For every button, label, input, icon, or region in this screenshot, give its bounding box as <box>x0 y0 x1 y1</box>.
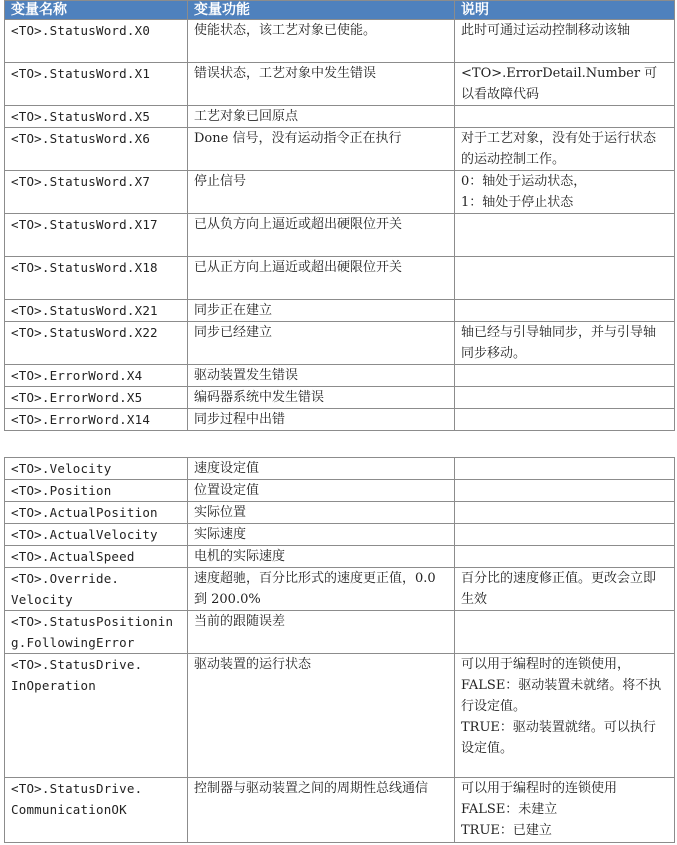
variable-function-cell: 驱动装置发生错误 <box>188 365 455 387</box>
description-cell <box>455 502 675 524</box>
variable-name-cell: <TO>.StatusWord.X21 <box>5 300 188 322</box>
variable-name-cell: <TO>.ActualVelocity <box>5 524 188 546</box>
table-row <box>5 611 675 654</box>
table-row <box>5 365 675 387</box>
variable-name-cell: <TO>.Override. Velocity <box>5 568 188 611</box>
variable-function-cell: 工艺对象已回原点 <box>188 106 455 128</box>
variable-function-cell: Done 信号，没有运动指令正在执行 <box>188 128 455 171</box>
variable-function-cell: 位置设定值 <box>188 480 455 502</box>
variable-name-cell: <TO>.StatusPositioning.FollowingError <box>5 611 188 654</box>
variable-function-cell: 驱动装置的运行状态 <box>188 654 455 778</box>
description-cell: 此时可通过运动控制移动该轴 <box>455 20 675 63</box>
variable-function-cell: 已从负方向上逼近或超出硬限位开关 <box>188 214 455 257</box>
variable-function-cell: 速度超驰，百分比形式的速度更正值，0.0 到 200.0% <box>188 568 455 611</box>
variable-name-cell: <TO>.ErrorWord.X14 <box>5 409 188 431</box>
description-cell: 可以用于编程时的连锁使用 FALSE：未建立 TRUE：已建立 <box>455 778 675 843</box>
variable-name-cell: <TO>.StatusWord.X0 <box>5 20 188 63</box>
description-cell <box>455 387 675 409</box>
header-variable-function: 变量功能 <box>188 1 455 20</box>
status-word-table <box>4 0 675 431</box>
description-cell: 对于工艺对象，没有处于运行状态的运动控制工作。 <box>455 128 675 171</box>
description-cell <box>455 257 675 300</box>
variable-name-cell: <TO>.Position <box>5 480 188 502</box>
variable-function-cell: 编码器系统中发生错误 <box>188 387 455 409</box>
table-row <box>5 480 675 502</box>
variable-function-cell: 速度设定值 <box>188 458 455 480</box>
table-row <box>5 654 675 778</box>
table-row <box>5 546 675 568</box>
description-cell <box>455 214 675 257</box>
table-row <box>5 409 675 431</box>
description-cell <box>455 480 675 502</box>
variable-name-cell: <TO>.StatusWord.X1 <box>5 63 188 106</box>
table-body <box>5 458 675 843</box>
table-row <box>5 387 675 409</box>
table-row <box>5 502 675 524</box>
description-cell <box>455 409 675 431</box>
variable-function-cell: 实际速度 <box>188 524 455 546</box>
table-header-row <box>5 1 675 20</box>
table-body <box>5 20 675 431</box>
variable-function-cell: 同步已经建立 <box>188 322 455 365</box>
description-cell <box>455 106 675 128</box>
table-row <box>5 524 675 546</box>
table-row <box>5 300 675 322</box>
variable-function-cell: 同步正在建立 <box>188 300 455 322</box>
description-cell: 百分比的速度修正值。更改会立即生效 <box>455 568 675 611</box>
motion-values-table <box>4 457 675 843</box>
description-cell: <TO>.ErrorDetail.Number 可以看故障代码 <box>455 63 675 106</box>
table-row <box>5 568 675 611</box>
variable-name-cell: <TO>.StatusWord.X5 <box>5 106 188 128</box>
variable-name-cell: <TO>.StatusWord.X17 <box>5 214 188 257</box>
description-cell <box>455 365 675 387</box>
variable-name-cell: <TO>.Velocity <box>5 458 188 480</box>
table-row <box>5 257 675 300</box>
description-cell: 0：轴处于运动状态， 1：轴处于停止状态 <box>455 171 675 214</box>
description-cell <box>455 458 675 480</box>
description-cell: 轴已经与引导轴同步，并与引导轴同步移动。 <box>455 322 675 365</box>
table-row <box>5 322 675 365</box>
table-row <box>5 20 675 63</box>
variable-name-cell: <TO>.ErrorWord.X4 <box>5 365 188 387</box>
variable-name-cell: <TO>.StatusWord.X6 <box>5 128 188 171</box>
variable-name-cell: <TO>.StatusDrive. CommunicationOK <box>5 778 188 843</box>
table-row <box>5 458 675 480</box>
variable-name-cell: <TO>.StatusWord.X18 <box>5 257 188 300</box>
table-row <box>5 106 675 128</box>
table-row <box>5 214 675 257</box>
description-cell: 可以用于编程时的连锁使用， FALSE：驱动装置未就绪。将不执行设定值。 TRUE：驱动装置就绪。可以执行设定值。 <box>455 654 675 778</box>
variable-name-cell: <TO>.StatusDrive. InOperation <box>5 654 188 778</box>
variable-name-cell: <TO>.StatusWord.X7 <box>5 171 188 214</box>
variable-function-cell: 电机的实际速度 <box>188 546 455 568</box>
description-cell <box>455 300 675 322</box>
variable-function-cell: 控制器与驱动装置之间的周期性总线通信 <box>188 778 455 843</box>
variable-name-cell: <TO>.ActualSpeed <box>5 546 188 568</box>
header-description: 说明 <box>455 1 675 20</box>
table-row <box>5 63 675 106</box>
variable-function-cell: 当前的跟随误差 <box>188 611 455 654</box>
description-cell <box>455 546 675 568</box>
description-cell <box>455 611 675 654</box>
table-row <box>5 778 675 843</box>
header-variable-name: 变量名称 <box>5 1 188 20</box>
variable-function-cell: 已从正方向上逼近或超出硬限位开关 <box>188 257 455 300</box>
variable-name-cell: <TO>.StatusWord.X22 <box>5 322 188 365</box>
variable-function-cell: 同步过程中出错 <box>188 409 455 431</box>
table-row <box>5 171 675 214</box>
variable-name-cell: <TO>.ActualPosition <box>5 502 188 524</box>
variable-function-cell: 停止信号 <box>188 171 455 214</box>
table-row <box>5 128 675 171</box>
table-gap <box>0 433 677 455</box>
variable-function-cell: 实际位置 <box>188 502 455 524</box>
variable-function-cell: 使能状态，该工艺对象已使能。 <box>188 20 455 63</box>
variable-function-cell: 错误状态，工艺对象中发生错误 <box>188 63 455 106</box>
variable-name-cell: <TO>.ErrorWord.X5 <box>5 387 188 409</box>
description-cell <box>455 524 675 546</box>
